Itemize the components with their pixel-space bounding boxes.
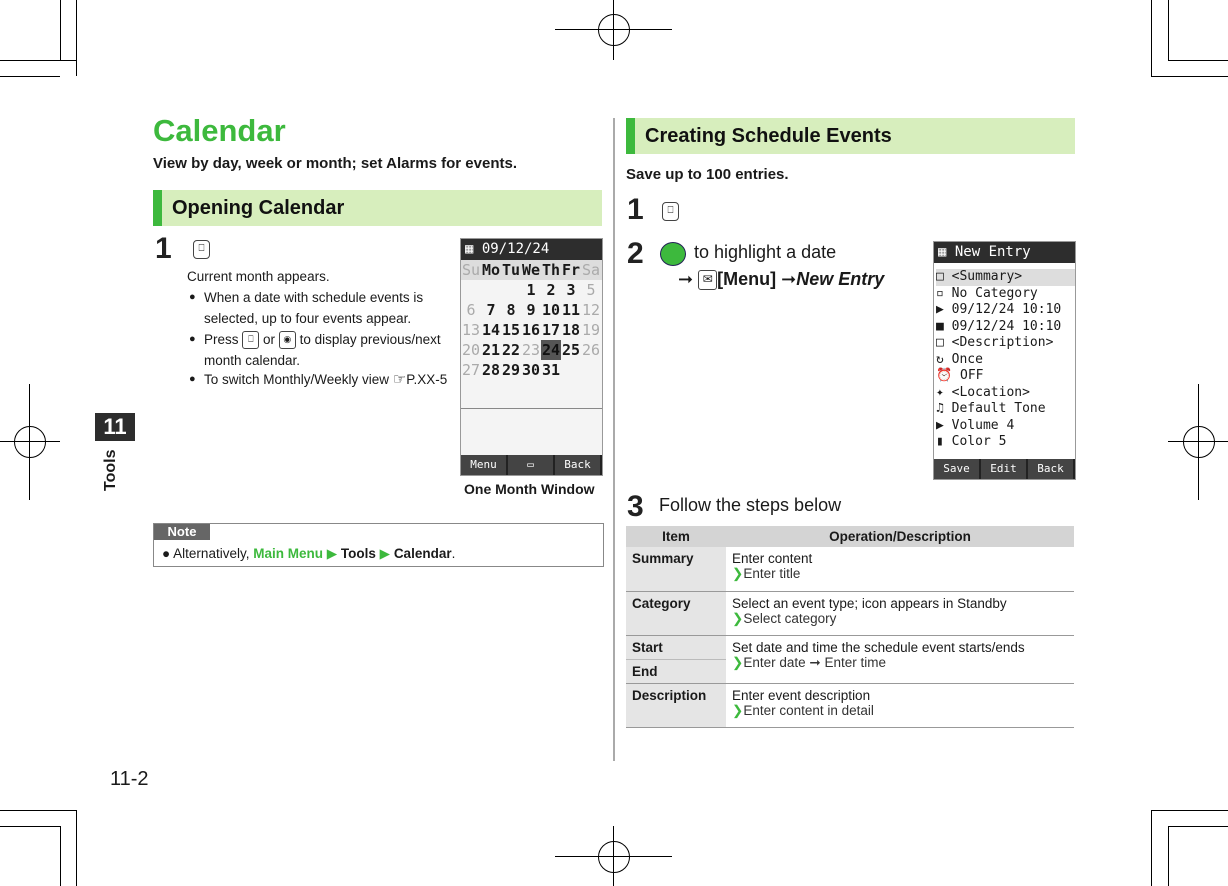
note-box [153,523,604,567]
softkey-mail-icon[interactable]: ▭ [508,455,555,475]
note-label: Note [154,524,210,540]
crop-mark [1151,0,1152,76]
table-row [626,547,1074,591]
crop-mark [0,441,60,442]
crop-mark [0,76,60,77]
table-cell-desc: Select an event type; icon appears in Standby ❯Select category [726,591,1074,635]
screen-caption: One Month Window [464,481,595,497]
entry-row[interactable]: ▶ 09/12/24 10:10 [936,302,1062,317]
softkey-back[interactable]: Back [555,455,602,475]
step-number: 2 [627,237,644,270]
crop-mark [1168,0,1169,60]
table-cell-desc: Enter event description ❯Enter content in detail [726,683,1074,727]
calendar-screen: ▦ 09/12/24 Su Mo Tu We Th Fr Sa 1 2 3 5 6 7 8 9 10 11 12 13 14 15 16 17 18 19 20 21 22 23 24 25 26 27 28 29 30 31 Menu ▭ Back [460,238,603,476]
softkey-menu[interactable]: Menu [461,455,508,475]
bullet-item: ● When a date with schedule events is selected, up to four events appear. [204,287,444,329]
crop-mark [1168,60,1228,61]
page-number: 11-2 [110,768,149,790]
crop-mark [1198,384,1199,500]
step-description: Current month appears. [187,269,330,284]
calendar-header: ▦ 09/12/24 [461,239,602,260]
new-entry-softkeys [934,459,1075,479]
table-cell-item: End [626,659,726,683]
new-entry-header: ▦ New Entry [934,242,1075,263]
chapter-label: Tools [102,450,119,492]
entry-row[interactable]: ▶ Volume 4 [936,417,1015,433]
table-cell-desc: Set date and time the schedule event starts/ends ❯Enter date ➞ Enter time [726,635,1074,683]
crop-mark [1168,826,1169,886]
note-text: ● Alternatively, Main Menu ▶ Tools ▶ Calendar. [162,546,456,561]
table-row [626,635,1074,659]
registration-mark [598,14,630,46]
nav-key-icon: ⎕ [193,240,210,259]
camera-key-icon: ◉ [279,331,296,349]
softkey-edit[interactable]: Edit [981,459,1028,479]
step-text: to highlight a date [694,242,837,262]
table-header: Operation/Description [726,526,1074,547]
table-row [626,683,1074,727]
step-number: 1 [627,193,644,226]
step-number: 3 [627,490,644,523]
crop-mark [0,826,60,827]
section-heading: Creating Schedule Events [626,118,1075,154]
nav-key-icon: ⎕ [662,202,679,221]
entry-row[interactable]: ✦ <Location> [936,384,1030,400]
selected-date: 24 [541,341,561,359]
table-cell-desc: Enter content ❯Enter title [726,547,1074,591]
softkey-back[interactable]: Back [1028,459,1075,479]
table-cell-item: Category [626,591,726,635]
intro-text: Save up to 100 entries. [626,166,789,183]
crop-mark [76,810,77,886]
crop-mark [1151,76,1228,77]
entry-row[interactable]: ↻ Once [936,351,983,367]
new-entry-screen [933,241,1076,480]
table-cell-item: Description [626,683,726,727]
entry-row[interactable]: □ <Summary> [936,269,1075,286]
crop-mark [0,60,76,61]
step-number: 1 [155,232,172,265]
section-heading: Opening Calendar [153,190,602,226]
calendar-softkeys [461,455,602,475]
registration-mark [598,841,630,873]
multi-key-icon [660,242,686,266]
crop-mark [1151,810,1152,886]
entry-row[interactable]: ▮ Color 5 [936,434,1007,449]
registration-mark [14,426,46,458]
bullet-item: ● Press ⎕ or ◉ to display previous/next month calendar. [204,329,459,371]
crop-mark [613,826,614,886]
nav-key-icon: ⎕ [242,331,259,349]
chapter-number: 11 [95,413,135,441]
page-title: Calendar [153,113,286,148]
crop-mark [76,0,77,76]
crop-mark [1168,826,1228,827]
step-action: ➞ ✉ [Menu] ➞New Entry [678,269,885,289]
entry-row[interactable]: ⏰ OFF [936,368,984,383]
table-cell-item: Start [626,635,726,659]
softkey-save[interactable]: Save [934,459,981,479]
entry-row[interactable]: ■ 09/12/24 10:10 [936,318,1062,334]
entry-row[interactable]: □ <Description> [936,335,1054,350]
operations-table [626,526,1074,728]
entry-row[interactable]: ♫ Default Tone [936,401,1046,416]
crop-mark [60,826,61,886]
crop-mark [613,0,614,60]
column-divider [613,118,615,761]
table-row [626,591,1074,635]
crop-mark [0,810,76,811]
mail-key-icon: ✉ [698,270,717,290]
crop-mark [29,384,30,500]
crop-mark [1151,810,1228,811]
step-text: Follow the steps below [659,495,842,515]
table-header: Item [626,526,726,547]
table-cell-item: Summary [626,547,726,591]
entry-row[interactable]: ▫ No Category [936,285,1038,301]
reference-icon: ☞ [392,371,407,388]
bullet-item: ● To switch Monthly/Weekly view ☞P.XX-5 [204,369,464,390]
page-subtitle: View by day, week or month; set Alarms for events. [153,155,518,172]
registration-mark [1183,426,1215,458]
crop-mark [60,0,61,60]
